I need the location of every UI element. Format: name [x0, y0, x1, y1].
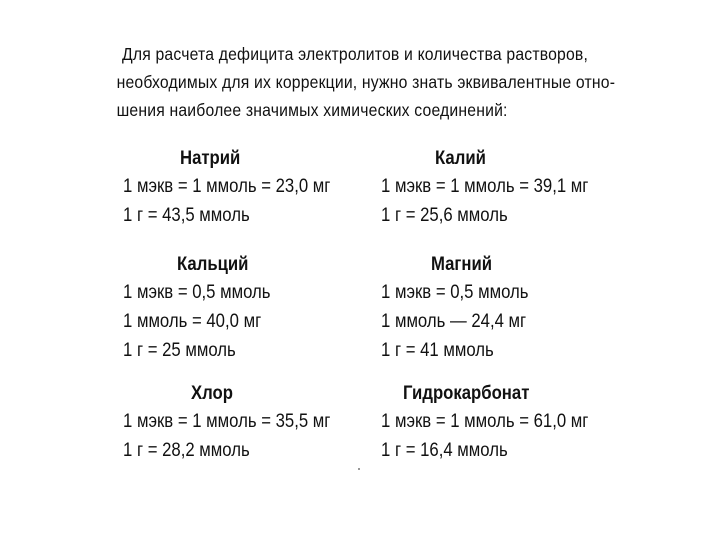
intro-paragraph — [116, 40, 616, 124]
equivalence-line: 1 г = 25 ммоль — [123, 340, 236, 361]
intro-line: необходимых для их коррекции, нужно знать эквивалентные отно- — [116, 72, 616, 92]
scan-speck — [358, 468, 360, 470]
intro-line: шения наиболее значимых химических соединений: — [116, 100, 508, 120]
intro-line: Для расчета дефицита электролитов и количества растворов, — [122, 44, 589, 64]
equivalence-line: 1 мэкв = 0,5 ммоль — [381, 282, 529, 303]
equivalence-line: 1 г = 25,6 ммоль — [381, 205, 508, 226]
equivalence-line: 1 г = 41 ммоль — [381, 340, 494, 361]
equivalence-line: 1 ммоль = 40,0 мг — [123, 311, 262, 332]
equivalence-line: 1 мэкв = 1 ммоль = 23,0 мг — [123, 176, 331, 197]
equivalence-line: 1 г = 16,4 ммоль — [381, 440, 508, 461]
element-title: Гидрокарбонат — [403, 383, 530, 404]
equivalence-line: 1 г = 43,5 ммоль — [123, 205, 250, 226]
element-title: Калий — [435, 148, 486, 169]
element-title: Натрий — [180, 148, 241, 169]
equivalence-line: 1 мэкв = 1 ммоль = 35,5 мг — [123, 411, 331, 432]
element-title: Магний — [431, 254, 493, 275]
equivalence-line: 1 мэкв = 1 ммоль = 61,0 мг — [381, 411, 589, 432]
element-title: Кальций — [177, 254, 249, 275]
equivalence-line: 1 мэкв = 0,5 ммоль — [123, 282, 271, 303]
element-title: Хлор — [191, 383, 233, 404]
equivalence-line: 1 г = 28,2 ммоль — [123, 440, 250, 461]
equivalence-line: 1 ммоль — 24,4 мг — [381, 311, 527, 332]
equivalence-line: 1 мэкв = 1 ммоль = 39,1 мг — [381, 176, 589, 197]
